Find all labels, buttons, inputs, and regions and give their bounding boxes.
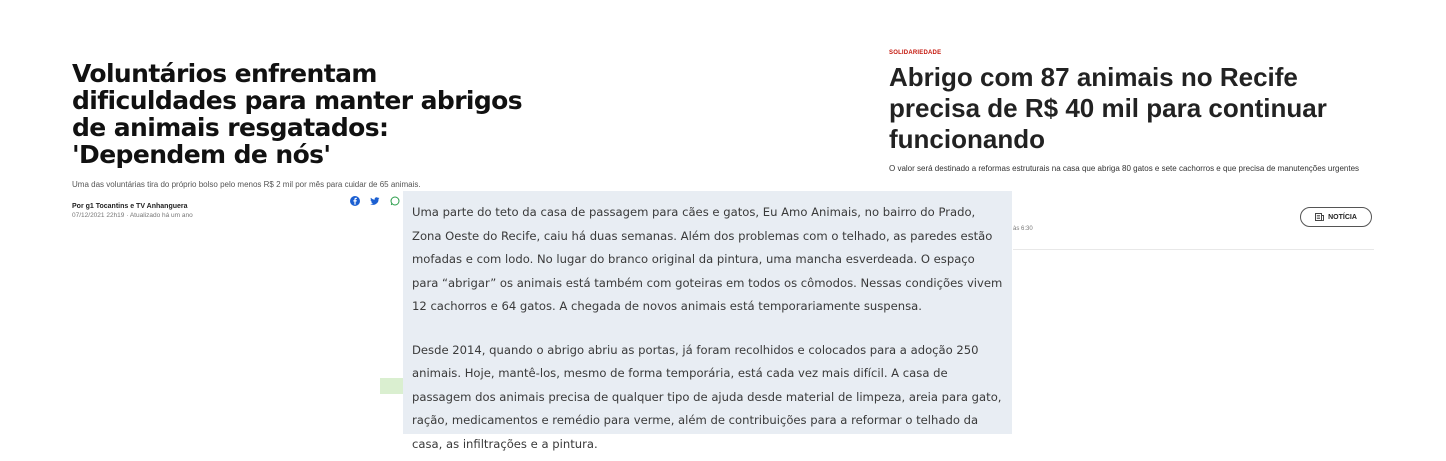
right-subtitle: O valor será destinado a reformas estruturais na casa que abriga 80 gatos e sete cachorros e que precisa de manutenções urgentes: [889, 164, 1360, 173]
right-headline[interactable]: Abrigo com 87 animais no Recife precisa de R$ 40 mil para continuar funcionando: [889, 62, 1327, 154]
overlay-paragraph-1: Uma parte do teto da casa de passagem para cães e gatos, Eu Amo Animais, no bairro do Prado, Zona Oeste do Recife, caiu há duas semanas. Além dos problemas com o telhado, as paredes estão mofadas e com lodo. No lugar do branco original da pintura, uma mancha esverdeada. O espaço para “abrigar” os animais está também com goteiras em todos os cômodos. Nessas condições vivem 12 cachorros e 64 gatos. A chegada de novos animais está temporariamente suspensa.: [412, 205, 1003, 313]
twitter-icon[interactable]: [370, 196, 380, 206]
facebook-icon[interactable]: [350, 196, 360, 206]
left-headline[interactable]: Voluntários enfrentam dificuldades para manter abrigos de animais resgatados: 'Dependem de nós': [72, 59, 523, 169]
quoted-text-box: [403, 191, 1012, 451]
news-icon: [1315, 213, 1324, 221]
divider: [1013, 249, 1374, 250]
news-badge-label: NOTÍCIA: [1328, 213, 1357, 221]
overlay-paragraph-2: Desde 2014, quando o abrigo abriu as portas, já foram recolhidos e colocados para a adoção 250 animais. Hoje, mantê-los, mesmo de forma temporária, está cada vez mais difícil. A casa de passagem dos animais precisa de qualquer tipo de ajuda desde material de limpeza, areia para gato, ração, medicamentos e remédio para verme, além de contribuições para a reformar o telhado da casa, as infiltrações e a pintura.: [412, 342, 1002, 451]
news-badge-button[interactable]: [1300, 207, 1372, 227]
share-bar: [350, 196, 400, 206]
whatsapp-icon[interactable]: [390, 196, 400, 206]
right-article: [889, 50, 1374, 232]
left-byline: Por g1 Tocantins e TV Anhanguera: [72, 203, 188, 210]
left-subtitle: Uma das voluntárias tira do próprio bolso pelo menos R$ 2 mil por mês para cuidar de 65 animais.: [72, 180, 421, 189]
right-time: às 6:30: [1013, 226, 1033, 232]
left-date: 07/12/2021 22h19 · Atualizado há um ano: [72, 212, 193, 219]
section-kicker[interactable]: SOLIDARIEDADE: [889, 50, 942, 56]
